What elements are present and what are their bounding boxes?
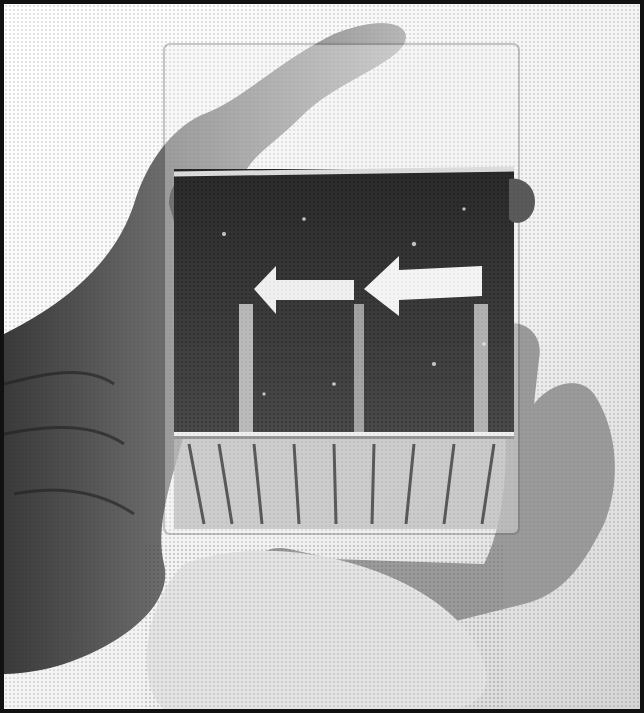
- halftone-photo: [4, 4, 640, 709]
